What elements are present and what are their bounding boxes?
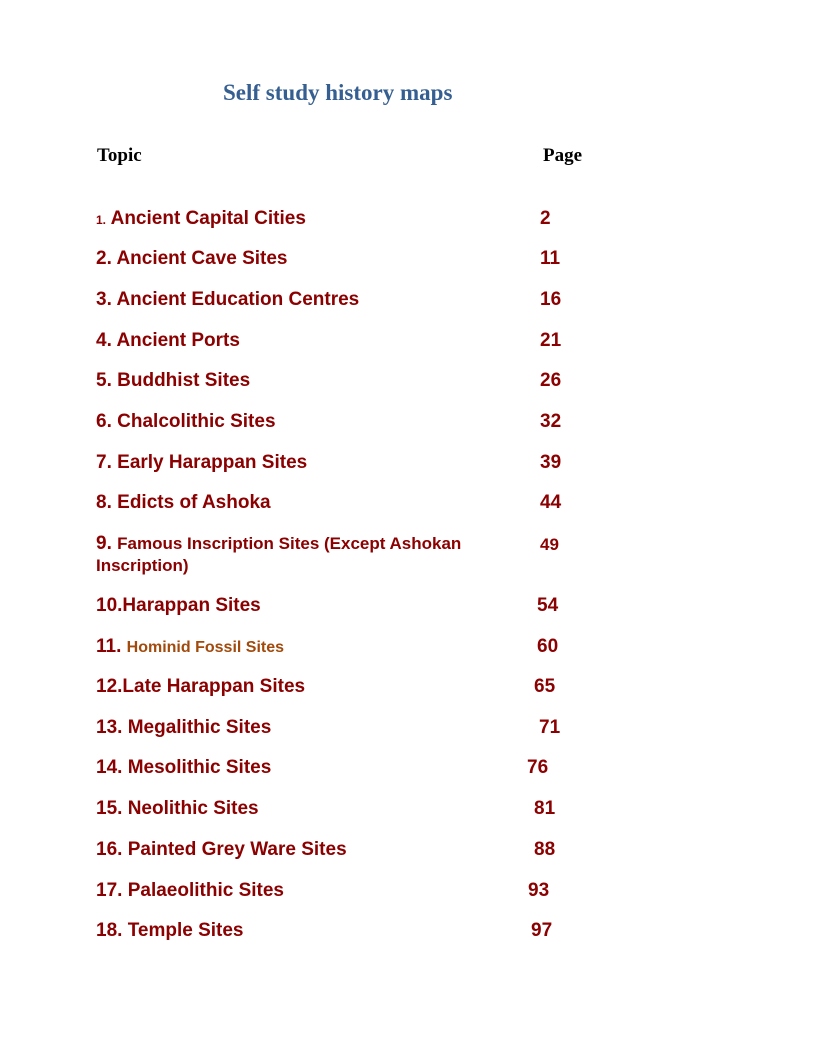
- toc-entry-page: 2: [540, 208, 551, 229]
- toc-entry-topic[interactable]: [96, 369, 250, 393]
- toc-entry-topic[interactable]: [96, 716, 271, 740]
- toc-entry-number: 5.: [96, 370, 112, 391]
- toc-entry-page: 26: [540, 370, 562, 391]
- toc-entry-title: Ancient Cave Sites: [116, 248, 288, 269]
- toc-entry-topic[interactable]: [96, 675, 305, 699]
- toc-entry-page: 76: [527, 757, 549, 778]
- toc-entry-page: 44: [540, 492, 562, 513]
- toc-entry-title: Harappan Sites: [122, 595, 261, 616]
- toc-entry-number: 8.: [96, 492, 112, 513]
- toc-entry-topic[interactable]: [96, 533, 506, 577]
- toc-entry-page: 21: [540, 330, 562, 351]
- toc-entry-title: Famous Inscription Sites (Except Ashokan Inscription): [96, 534, 462, 575]
- toc-entry-number: 1.: [96, 213, 107, 227]
- toc-entry-topic[interactable]: [96, 879, 284, 903]
- toc-entry-page: 93: [528, 880, 550, 901]
- topic-column-header: Topic: [97, 145, 142, 166]
- toc-entry-title: Late Harappan Sites: [122, 676, 306, 697]
- toc-entry-title: Painted Grey Ware Sites: [127, 839, 347, 860]
- toc-entry-title: Megalithic Sites: [127, 717, 272, 738]
- toc-entry-page: 16: [540, 289, 562, 310]
- toc-entry-title: Chalcolithic Sites: [117, 411, 276, 432]
- toc-entry-number: 12.: [96, 676, 123, 697]
- toc-entry-number: 10.: [96, 595, 123, 616]
- toc-entry-topic[interactable]: [96, 288, 359, 312]
- toc-entry-page: 71: [539, 717, 561, 738]
- toc-entry-title: Temple Sites: [127, 920, 244, 941]
- toc-entry-number: 16.: [96, 839, 123, 860]
- page-title: Self study history maps: [223, 80, 453, 105]
- toc-entry-topic[interactable]: [96, 635, 284, 660]
- toc-entry-number: 11.: [96, 636, 122, 657]
- toc-entry-title: Neolithic Sites: [127, 798, 259, 819]
- toc-entry-topic[interactable]: [96, 207, 306, 232]
- toc-entry-page: 39: [540, 452, 562, 473]
- toc-entry-title: Buddhist Sites: [117, 370, 251, 391]
- toc-entry-page: 54: [537, 595, 559, 616]
- toc-entry-topic[interactable]: [96, 410, 276, 434]
- toc-entry-topic[interactable]: [96, 838, 347, 862]
- toc-entry-page: 49: [540, 535, 559, 554]
- toc-entry-topic[interactable]: [96, 247, 288, 271]
- toc-entry-page: 81: [534, 798, 556, 819]
- toc-entry-topic[interactable]: [96, 756, 271, 780]
- toc-entry-title: Ancient Education Centres: [116, 289, 360, 310]
- toc-entry-title: Ancient Capital Cities: [110, 208, 306, 229]
- toc-entry-topic[interactable]: [96, 919, 244, 943]
- toc-entry-topic[interactable]: [96, 594, 261, 618]
- toc-entry-title: Hominid Fossil Sites: [126, 639, 285, 656]
- toc-entry-number: 7.: [96, 452, 112, 473]
- toc-entry-number: 17.: [96, 880, 123, 901]
- toc-entry-title: Mesolithic Sites: [127, 757, 272, 778]
- toc-entry-number: 3.: [96, 289, 112, 310]
- toc-entry-page: 97: [531, 920, 553, 941]
- toc-entry-title: Palaeolithic Sites: [127, 880, 284, 901]
- toc-entry-number: 6.: [96, 411, 112, 432]
- toc-entry-title: Ancient Ports: [116, 330, 240, 351]
- toc-entry-topic[interactable]: [96, 491, 271, 515]
- toc-entry-number: 9.: [96, 533, 112, 554]
- toc-entry-number: 2.: [96, 248, 112, 269]
- toc-entry-topic[interactable]: [96, 329, 240, 353]
- toc-entry-page: 32: [540, 411, 562, 432]
- toc-entry-number: 13.: [96, 717, 123, 738]
- toc-entry-number: 18.: [96, 920, 123, 941]
- toc-entry-page: 88: [534, 839, 556, 860]
- toc-entry-number: 14.: [96, 757, 123, 778]
- toc-entry-title: Edicts of Ashoka: [117, 492, 271, 513]
- toc-entry-page: 60: [537, 636, 559, 657]
- toc-entry-topic[interactable]: [96, 797, 259, 821]
- toc-entry-page: 65: [534, 676, 556, 697]
- toc-entry-title: Early Harappan Sites: [117, 452, 308, 473]
- toc-entry-number: 4.: [96, 330, 112, 351]
- toc-entry-topic[interactable]: [96, 451, 307, 475]
- toc-entry-page: 11: [540, 248, 561, 269]
- page-column-header: Page: [543, 145, 583, 166]
- toc-entry-number: 15.: [96, 798, 123, 819]
